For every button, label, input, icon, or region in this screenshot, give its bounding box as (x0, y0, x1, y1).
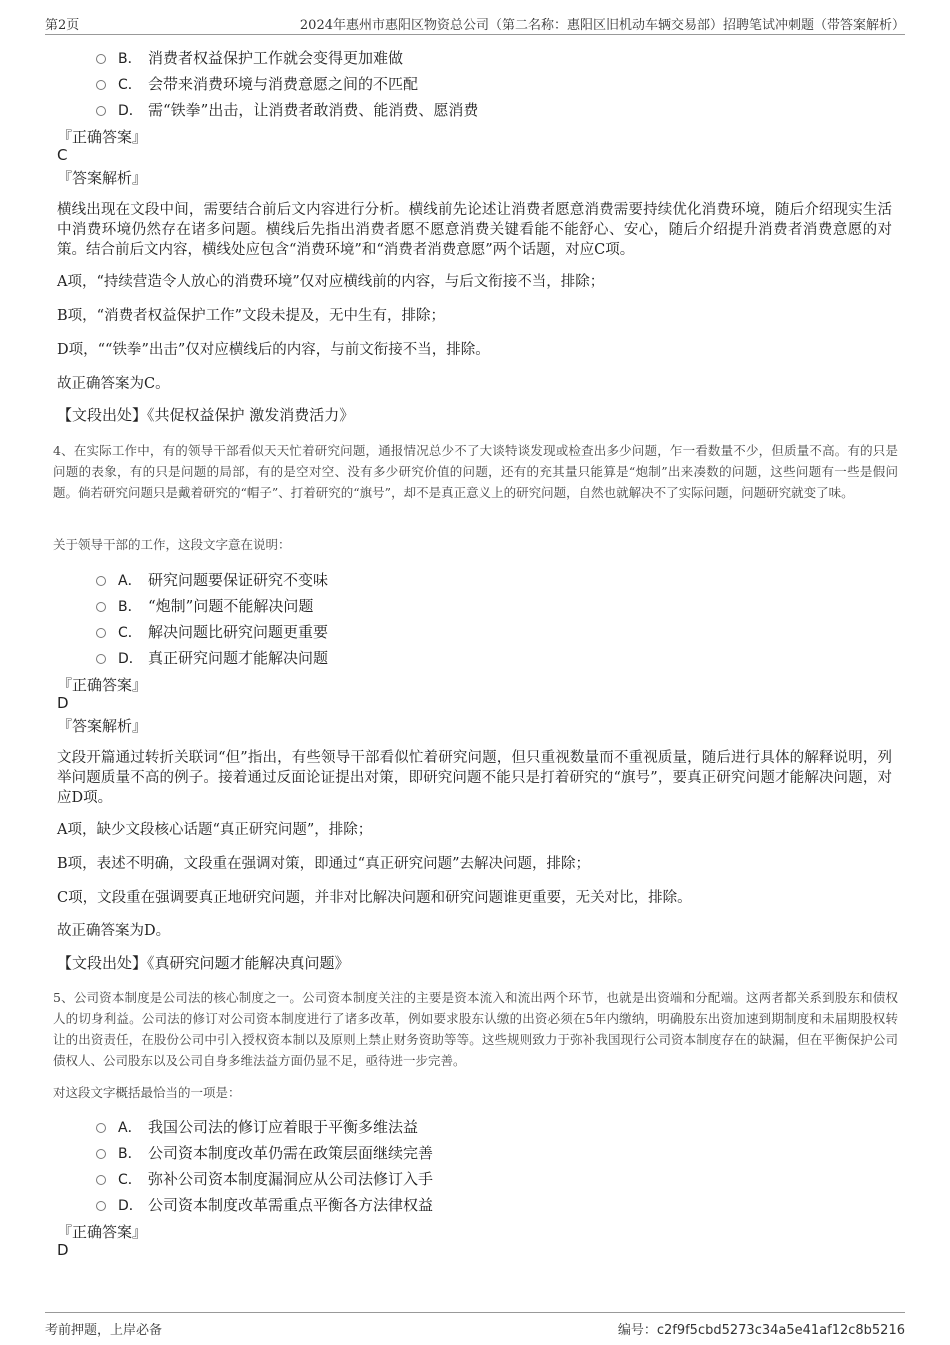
radio-icon[interactable] (96, 106, 106, 116)
q3-note-d: D项，““铁拳”出击”仅对应横线后的内容，与前文衔接不当，排除。 (57, 342, 490, 358)
q5-answer: D (57, 1241, 69, 1259)
q5-option-b[interactable]: B． 公司资本制度改革仍需在政策层面继续完善 (96, 1142, 433, 1163)
q4-answer: D (57, 694, 69, 712)
q4-option-c[interactable]: C． 解决问题比研究问题更重要 (96, 621, 328, 642)
q5-option-a[interactable]: A． 我国公司法的修订应着眼于平衡多维法益 (96, 1116, 418, 1137)
radio-icon[interactable] (96, 1123, 106, 1133)
q5-prompt: 对这段文字概括最恰当的一项是： (53, 1085, 241, 1100)
q3-option-c[interactable]: C． 会带来消费环境与消费意愿之间的不匹配 (96, 73, 418, 94)
q4-note-c: C项，文段重在强调要真正地研究问题，并非对比解决问题和研究问题谁更重要，无关对比，排除。 (57, 890, 692, 906)
document-code: 编号：c2f9f5cbd5273c34a5e41af12c8b5216 (617, 1323, 905, 1338)
radio-icon[interactable] (96, 1175, 106, 1185)
radio-icon[interactable] (96, 1201, 106, 1211)
q4-prompt: 关于领导干部的工作，这段文字意在说明： (53, 537, 291, 552)
q3-source: 【文段出处】《共促权益保护 激发消费活力》 (57, 406, 355, 424)
q3-note-a: A项，“持续营造令人放心的消费环境”仅对应横线前的内容，与后文衔接不当，排除； (57, 274, 605, 290)
radio-icon[interactable] (96, 80, 106, 90)
q3-conclusion: 故正确答案为C。 (57, 376, 170, 392)
q4-option-a[interactable]: A． 研究问题要保证研究不变味 (96, 569, 328, 590)
q3-analysis: 横线出现在文段中间，需要结合前后文内容进行分析。横线前先论述让消费者愿意消费需要持续优化消费环境，随后介绍现实生活中消费环境仍然存在诸多问题。横线后先指出消费者愿不愿意消费关键看能不能舒心、安心，随后介绍提升消费者消费意愿的对策。结合前后文内容，横线处应包含“消费环境”和“消费者消费意愿”两个话题，对应C项。 (57, 202, 892, 258)
q4-stem: 4、在实际工作中，有的领导干部看似天天忙着研究问题，通报情况总少不了大谈特谈发现或检查出多少问题，乍一看数量不少，但质量不高。有的只是问题的表象，有的只是问题的局部，有的是空对空、没有多少研究价值的问题，还有的充其量只能算是“炮制”出来凑数的问题，这些问题有一些是假问题。倘若研究问题只是戴着研究的“帽子”、打着研究的“旗号”，却不是真正意义上的研究问题，自然也就解决不了实际问题，问题研究就变了味。 (53, 443, 898, 500)
q4-note-a: A项，缺少文段核心话题“真正研究问题”，排除； (57, 822, 373, 838)
q4-analysis-label: 『答案解析』 (57, 717, 148, 735)
footer-slogan: 考前押题，上岸必备 (45, 1323, 163, 1338)
document-title: 2024年惠州市惠阳区物资总公司（第二名称：惠阳区旧机动车辆交易部）招聘笔试冲刺题（带答案解析） (299, 18, 905, 33)
q3-analysis-label: 『答案解析』 (57, 169, 148, 187)
q4-note-b: B项，表述不明确，文段重在强调对策，即通过“真正研究问题”去解决问题，排除； (57, 856, 590, 872)
q5-option-d[interactable]: D． 公司资本制度改革需重点平衡各方法律权益 (96, 1194, 433, 1215)
page-number: 第2页 (45, 18, 80, 33)
q4-answer-label: 『正确答案』 (57, 676, 148, 694)
page-footer (45, 1312, 905, 1338)
q3-answer-label: 『正确答案』 (57, 128, 148, 146)
q4-option-d[interactable]: D． 真正研究问题才能解决问题 (96, 647, 328, 668)
q4-option-b[interactable]: B． “炮制”问题不能解决问题 (96, 595, 313, 616)
q3-note-b: B项，“消费者权益保护工作”文段未提及，无中生有，排除； (57, 308, 445, 324)
radio-icon[interactable] (96, 628, 106, 638)
q5-answer-label: 『正确答案』 (57, 1223, 148, 1241)
q4-source: 【文段出处】《真研究问题才能解决真问题》 (57, 954, 350, 972)
q3-option-d[interactable]: D． 需“铁拳”出击，让消费者敢消费、能消费、愿消费 (96, 99, 478, 120)
q3-option-b[interactable]: B． 消费者权益保护工作就会变得更加难做 (96, 47, 403, 68)
page-header (45, 14, 905, 35)
radio-icon[interactable] (96, 654, 106, 664)
radio-icon[interactable] (96, 1149, 106, 1159)
q4-conclusion: 故正确答案为D。 (57, 923, 171, 939)
radio-icon[interactable] (96, 602, 106, 612)
q5-option-c[interactable]: C． 弥补公司资本制度漏洞应从公司法修订入手 (96, 1168, 433, 1189)
radio-icon[interactable] (96, 54, 106, 64)
q5-stem: 5、公司资本制度是公司法的核心制度之一。公司资本制度关注的主要是资本流入和流出两个环节，也就是出资端和分配端。这两者都关系到股东和债权人的切身利益。公司法的修订对公司资本制度进行了诸多改革，例如要求股东认缴的出资必须在5年内缴纳，明确股东出资加速到期制度和未届期股权转让的出资责任，在股份公司中引入授权资本制以及原则上禁止财务资助等等。这些规则致力于弥补我国现行公司资本制度存在的缺漏，但在平衡保护公司债权人、公司股东以及公司自身多维法益方面仍显不足，亟待进一步完善。 (53, 990, 898, 1068)
q4-analysis: 文段开篇通过转折关联词“但”指出，有些领导干部看似忙着研究问题，但只重视数量而不重视质量，随后进行具体的解释说明，列举问题质量不高的例子。接着通过反面论证提出对策，即研究问题不能只是打着研究的“旗号”，要真正研究问题才能解决问题，对应D项。 (57, 750, 892, 806)
q3-answer: C (57, 146, 68, 164)
radio-icon[interactable] (96, 576, 106, 586)
